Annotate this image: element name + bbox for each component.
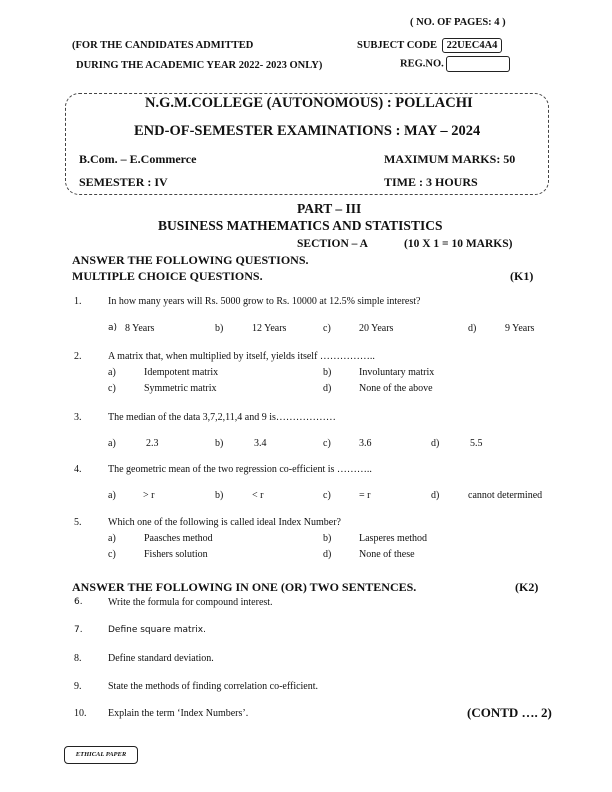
option-label: d) — [431, 438, 440, 449]
admitted-line-1: (FOR THE CANDIDATES ADMITTED — [72, 40, 254, 51]
semester: SEMESTER : IV — [79, 175, 168, 189]
option-label: c) — [108, 549, 116, 560]
subject-code — [357, 38, 502, 53]
option-text: Involuntary matrix — [359, 367, 435, 378]
option-label: a) — [108, 490, 116, 501]
question-text: Explain the term ‘Index Numbers’. — [108, 708, 249, 719]
option-text: None of the above — [359, 383, 433, 394]
section-marks: (10 X 1 = 10 MARKS) — [404, 238, 513, 250]
program: B.Com. – E.Commerce — [79, 152, 197, 166]
option-text: 3.6 — [359, 438, 372, 449]
instruction-answer: ANSWER THE FOLLOWING QUESTIONS. — [72, 253, 309, 267]
option-text: 9 Years — [505, 323, 535, 334]
option-label: b) — [215, 323, 224, 334]
option-label: d) — [323, 549, 332, 560]
section-title: SECTION – A — [297, 238, 368, 250]
option-label: a) — [108, 367, 116, 378]
option-text: 3.4 — [254, 438, 267, 449]
option-text: 8 Years — [125, 323, 155, 334]
subject-title: BUSINESS MATHEMATICS AND STATISTICS — [158, 218, 443, 233]
subject-code-label: SUBJECT CODE — [357, 39, 438, 51]
option-label: c) — [323, 323, 331, 334]
option-text: 2.3 — [146, 438, 159, 449]
question-number: 2. — [74, 351, 82, 362]
question-number: 6. — [74, 597, 83, 607]
option-text: 5.5 — [470, 438, 483, 449]
option-text: cannot determined — [468, 490, 543, 501]
option-text: Lasperes method — [359, 533, 428, 544]
option-label: d) — [468, 323, 477, 334]
option-label: a) — [108, 438, 116, 449]
question-text: A matrix that, when multiplied by itself, yields itself …………….. — [108, 351, 375, 362]
option-text: < r — [252, 490, 264, 501]
continued-note: (CONTD …. 2) — [467, 705, 552, 720]
option-label: d) — [431, 490, 440, 501]
exam-time: TIME : 3 HOURS — [384, 175, 478, 189]
question-text: Which one of the following is called ideal Index Number? — [108, 517, 341, 528]
option-label: c) — [323, 438, 331, 449]
option-label: a) — [108, 323, 118, 333]
option-label: b) — [323, 533, 332, 544]
question-number: 3. — [74, 412, 82, 423]
option-label: b) — [215, 490, 224, 501]
question-number: 1. — [74, 296, 82, 307]
question-number: 4. — [74, 464, 82, 475]
option-text: Fishers solution — [144, 549, 208, 560]
college-name: N.G.M.COLLEGE (AUTONOMOUS) : POLLACHI — [145, 95, 473, 111]
question-number: 5. — [74, 517, 82, 528]
option-text: None of these — [359, 549, 415, 560]
option-label: c) — [323, 490, 331, 501]
question-number: 7. — [74, 625, 83, 635]
option-label: b) — [323, 367, 332, 378]
option-text: 20 Years — [359, 323, 394, 334]
option-text: Idempotent matrix — [144, 367, 219, 378]
reg-no-field[interactable] — [446, 56, 510, 72]
max-marks: MAXIMUM MARKS: 50 — [384, 152, 516, 166]
option-label: d) — [323, 383, 332, 394]
question-number: 8. — [74, 653, 82, 664]
part-title: PART – III — [297, 201, 362, 216]
k-level-k1: (K1) — [510, 269, 534, 283]
question-text: In how many years will Rs. 5000 grow to Rs. 10000 at 12.5% simple interest? — [108, 296, 421, 307]
ethical-paper-badge: ETHICAL PAPER — [64, 746, 138, 764]
question-text: State the methods of finding correlation co-efficient. — [108, 681, 319, 692]
admitted-line-2: DURING THE ACADEMIC YEAR 2022- 2023 ONLY) — [76, 60, 323, 71]
option-label: b) — [215, 438, 224, 449]
question-number: 9. — [74, 681, 82, 692]
exam-title: END-OF-SEMESTER EXAMINATIONS : MAY – 2024 — [134, 123, 481, 139]
question-text: Write the formula for compound interest. — [108, 597, 273, 608]
question-text: Define square matrix. — [108, 625, 206, 635]
page-count: ( NO. OF PAGES: 4 ) — [410, 17, 506, 28]
instruction-short-answer: ANSWER THE FOLLOWING IN ONE (OR) TWO SENTENCES. — [72, 580, 417, 594]
option-label: c) — [108, 383, 116, 394]
k-level-k2: (K2) — [515, 580, 539, 594]
question-number: 10. — [74, 708, 87, 719]
question-text: The median of the data 3,7,2,11,4 and 9 is……………… — [108, 412, 336, 423]
instruction-mcq: MULTIPLE CHOICE QUESTIONS. — [72, 269, 263, 283]
question-text: Define standard deviation. — [108, 653, 214, 664]
option-label: a) — [108, 533, 116, 544]
reg-no-label: REG.NO. — [400, 58, 444, 70]
question-text: The geometric mean of the two regression co-efficient is ……….. — [108, 464, 372, 475]
reg-no — [400, 56, 510, 72]
subject-code-value: 22UEC4A4 — [442, 38, 503, 53]
option-text: 12 Years — [252, 323, 287, 334]
option-text: > r — [143, 490, 155, 501]
option-text: Symmetric matrix — [144, 383, 217, 394]
option-text: = r — [359, 490, 371, 501]
option-text: Paasches method — [144, 533, 213, 544]
